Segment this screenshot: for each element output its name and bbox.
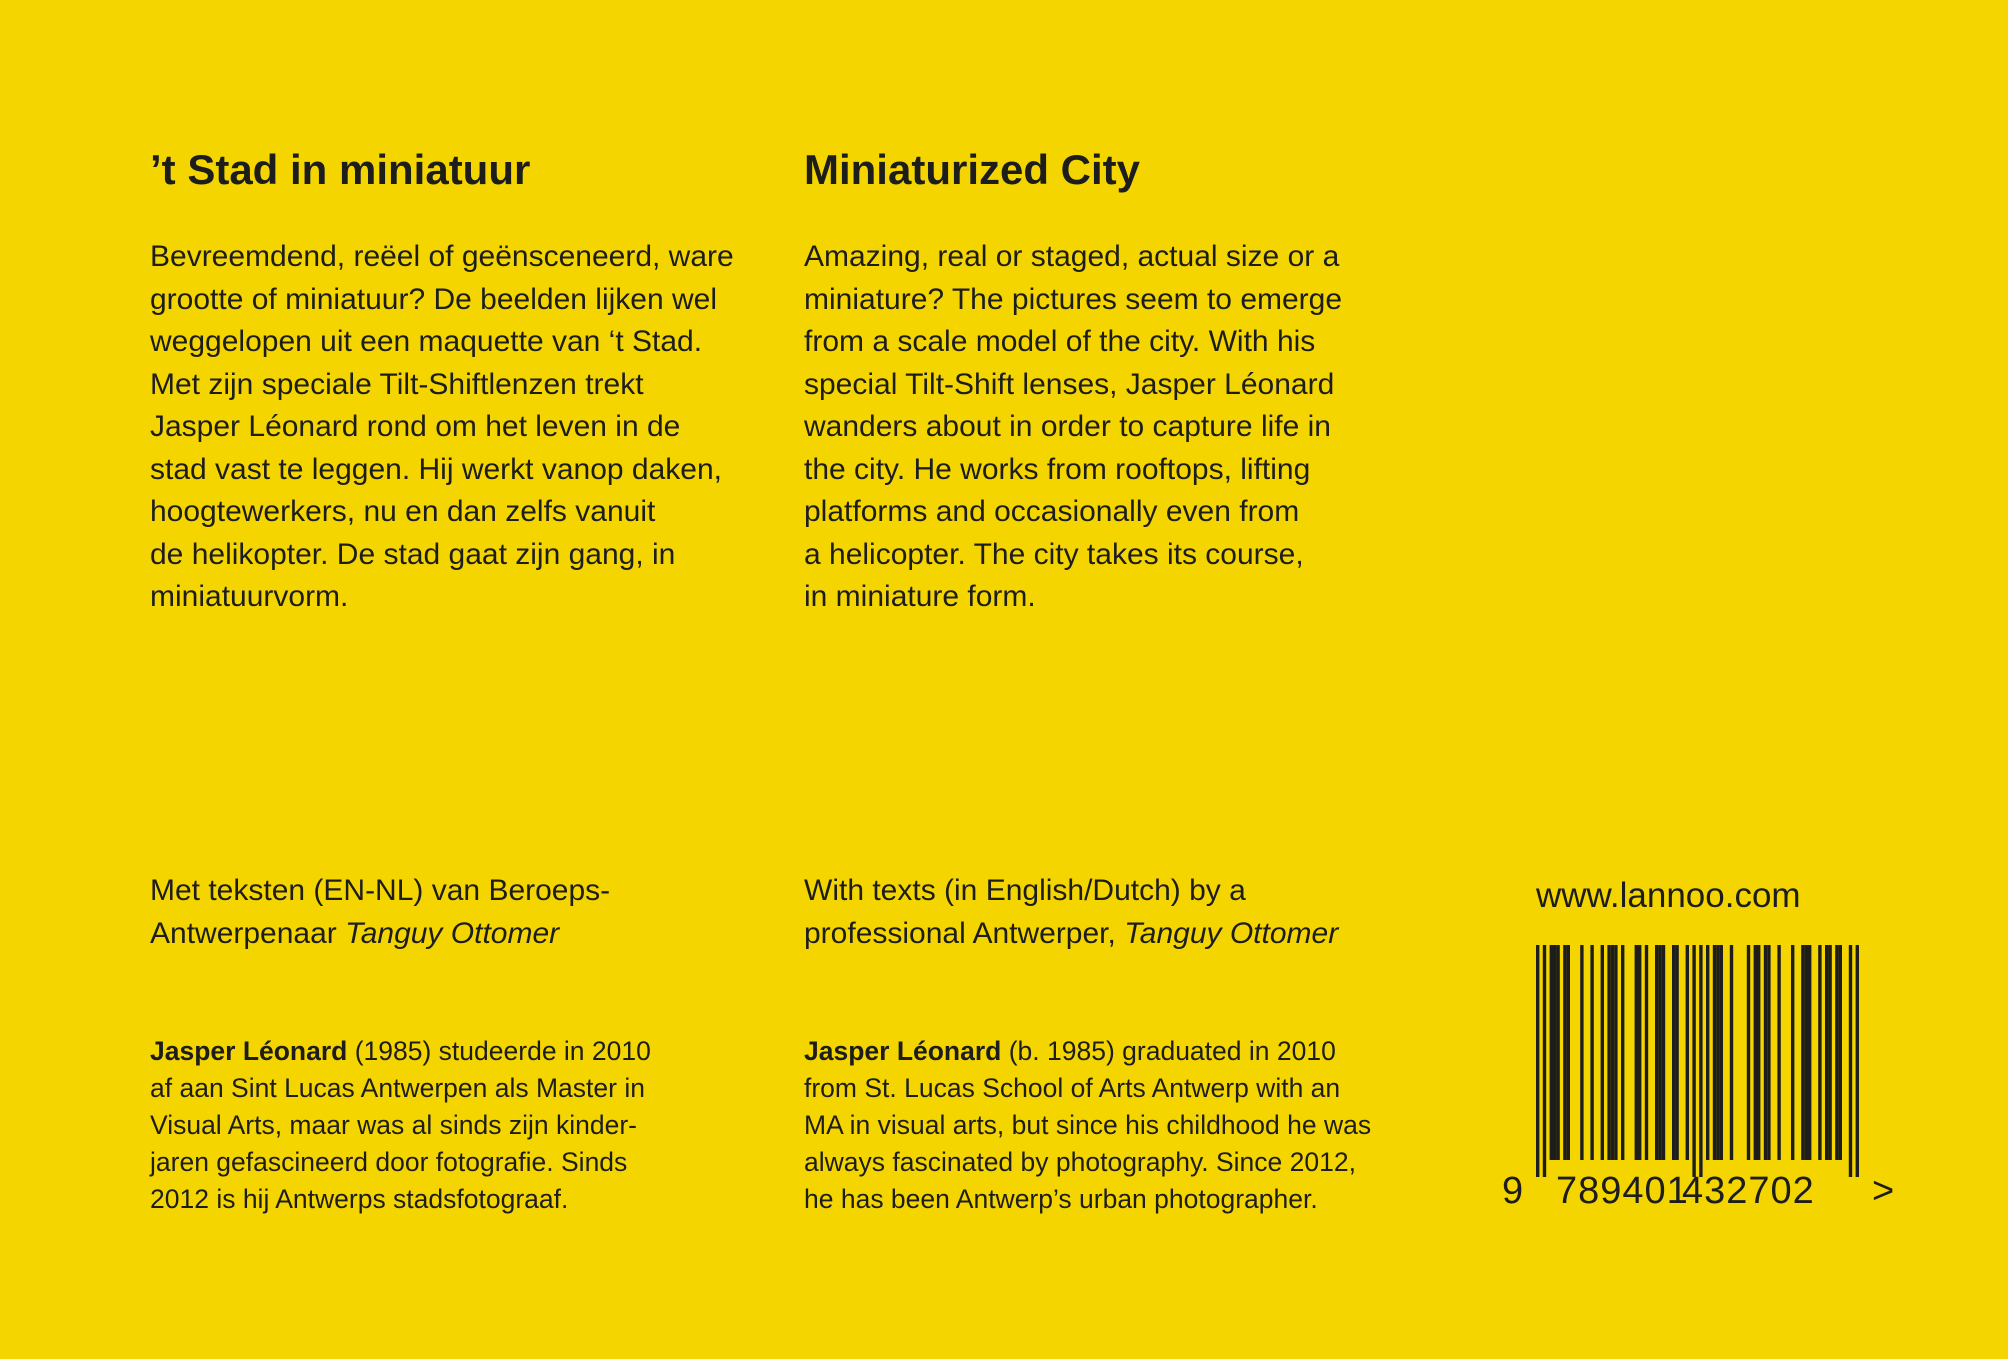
dutch-bio-name: Jasper Léonard [150,1036,348,1066]
english-bio [804,1033,1371,1218]
english-credits-prefix: professional Antwerper, [804,916,1125,950]
barcode-bar [1567,945,1570,1160]
barcode-bar [1658,945,1661,1160]
english-title: Miniaturized City [804,146,1141,193]
english-intro-line: from a scale model of the city. With his [804,325,1316,358]
barcode-bar [1801,945,1804,1160]
english-bio-line: he has been Antwerp’s urban photographer. [804,1184,1318,1214]
barcode-bar [1767,945,1770,1160]
barcode-bar [1638,945,1641,1160]
barcode-bar [1611,945,1614,1160]
dutch-intro-line: de helikopter. De stad gaat zijn gang, in [150,537,676,571]
english-credits-line: With texts (in English/Dutch) by a [804,874,1246,907]
barcode-bar [1716,945,1719,1160]
barcode-bar [1580,945,1583,1160]
dutch-credits [150,870,610,955]
dutch-intro-line: weggelopen uit een maquette van ‘t Stad. [150,325,703,358]
english-credits-author: Tanguy Ottomer [1124,916,1339,950]
barcode-bar [1662,945,1665,1160]
barcode-bar [1808,945,1811,1160]
english-intro-line: special Tilt-Shift lenses, Jasper Léonard [804,367,1335,401]
dutch-credits-author: Tanguy Ottomer [345,916,560,950]
barcode-bar [1754,945,1757,1160]
barcode-bar [1764,945,1767,1160]
english-intro-line: wanders about in order to capture life in [804,410,1331,443]
english-intro-line: platforms and occasionally even from [804,495,1300,528]
dutch-intro-line: miniatuurvorm. [150,580,349,613]
barcode-bar [1563,945,1566,1160]
barcode-bar [1805,945,1808,1160]
english-intro-line: miniature? The pictures seem to emerge [804,282,1343,316]
english-bio-line [804,1033,1371,1070]
dutch-bio-line: Visual Arts, maar was al sinds zijn kinder- [150,1110,638,1140]
dutch-intro-line: Met zijn speciale Tilt-Shiftlenzen trekt [150,367,644,401]
barcode-guard-bar [1692,945,1695,1177]
dutch-credits-line: Met teksten (EN-NL) van Beroeps- [150,874,611,907]
barcode-guard-bar [1536,945,1539,1177]
barcode-bar [1614,945,1617,1160]
barcode-bar [1839,945,1842,1160]
barcode-guard-bar [1543,945,1546,1177]
english-intro [804,236,1342,619]
dutch-bio [150,1033,651,1218]
english-bio-name: Jasper Léonard [804,1036,1002,1066]
barcode-bar [1818,945,1821,1160]
barcode-arrow: > [1872,1170,1895,1212]
barcode-bar [1553,945,1556,1160]
english-bio-line: always fascinated by photography. Since 2012, [804,1147,1356,1177]
barcode-bar [1777,945,1780,1160]
barcode-bar [1675,945,1678,1160]
barcode-bar [1835,945,1838,1160]
barcode-bar [1828,945,1831,1160]
barcode-left-digits: 789401 [1556,1170,1689,1212]
dutch-bio-line [150,1033,651,1070]
barcode-bar [1757,945,1760,1160]
dutch-intro-line: grootte of miniatuur? De beelden lijken wel [150,282,717,316]
barcode-first-digit: 9 [1502,1170,1524,1212]
barcode-bar [1747,945,1750,1160]
barcode-bar [1621,945,1624,1160]
barcode-bar [1590,945,1593,1160]
dutch-intro-line: hoogtewerkers, nu en dan zelfs vanuit [150,495,656,528]
barcode-bar [1706,945,1709,1160]
barcode-bar [1791,945,1794,1160]
dutch-bio-line: af aan Sint Lucas Antwerpen als Master in [150,1073,645,1103]
english-bio-line: from St. Lucas School of Arts Antwerp with an [804,1073,1341,1103]
dutch-credits-prefix: Antwerpenaar [150,916,346,950]
english-intro-line: a helicopter. The city takes its course, [804,537,1304,571]
barcode-bar [1672,945,1675,1160]
barcode-bar [1730,945,1733,1160]
barcode-bar [1655,945,1658,1160]
barcode-bar [1645,945,1648,1160]
barcode-bar [1601,945,1604,1160]
english-intro-line: the city. He works from rooftops, lifting [804,452,1311,486]
dutch-intro-line: Bevreemdend, reëel of geënsceneerd, ware [150,240,734,273]
dutch-bio-line1-rest: (1985) studeerde in 2010 [347,1036,651,1066]
barcode-bar [1550,945,1553,1160]
barcode-bar [1825,945,1828,1160]
dutch-title: ’t Stad in miniatuur [150,146,531,193]
isbn-barcode [1500,945,1910,1215]
barcode-bar [1556,945,1559,1160]
dutch-intro [150,236,734,619]
dutch-credits-line [150,913,610,956]
publisher-website: www.lannoo.com [1536,876,1801,915]
english-bio-line1-rest: (b. 1985) graduated in 2010 [1001,1036,1336,1066]
barcode-bar [1686,945,1689,1160]
barcode-bar [1607,945,1610,1160]
english-credits-line [804,913,1338,956]
dutch-intro-line: stad vast te leggen. Hij werkt vanop daken, [150,452,722,486]
barcode-bar [1635,945,1638,1160]
english-intro-line: Amazing, real or staged, actual size or a [804,240,1340,273]
english-intro-line: in miniature form. [804,580,1036,613]
barcode-guard-bar [1699,945,1702,1177]
english-credits [804,870,1338,955]
barcode-guard-bar [1856,945,1859,1177]
barcode-right-digits: 432702 [1682,1170,1815,1212]
dutch-bio-line: 2012 is hij Antwerps stadsfotograaf. [150,1184,569,1214]
barcode-bar [1720,945,1723,1160]
dutch-intro-line: Jasper Léonard rond om het leven in de [150,410,681,443]
dutch-bio-line: jaren gefascineerd door fotografie. Sinds [150,1147,628,1177]
english-bio-line: MA in visual arts, but since his childhood he was [804,1110,1372,1140]
barcode-guard-bar [1849,945,1852,1177]
barcode-bar [1713,945,1716,1160]
